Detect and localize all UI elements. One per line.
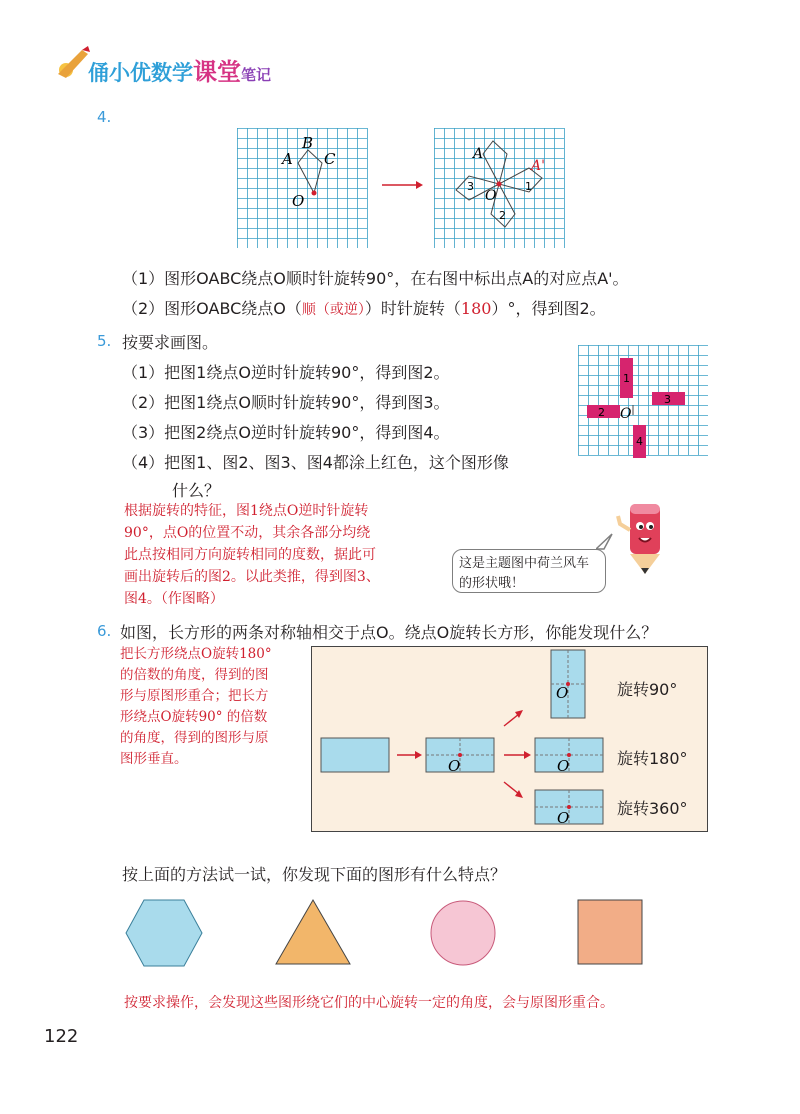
label-o-right: O: [485, 188, 497, 204]
label-1: 1: [525, 180, 532, 193]
q5-answer-line-1: 根据旋转的特征，图1绕点O逆时针旋转: [124, 503, 369, 519]
q5-label-3: 3: [664, 393, 671, 406]
q4-answer-angle: 180: [460, 299, 492, 318]
q5-label-o: O: [620, 406, 632, 422]
bubble-tail: [596, 532, 614, 550]
rotate-90-label: 旋转90°: [617, 680, 678, 699]
q4-line1: （1）图形OABC绕点O顺时针旋转90°，在右图中标出点A的对应点A'。: [122, 269, 629, 288]
label-a-right: A: [473, 146, 484, 162]
logo-text-3: 课堂: [193, 58, 241, 86]
q5-item-4-cont: 什么？: [172, 481, 221, 500]
bubble-line-2: 的形状哦！: [459, 576, 525, 591]
circle-shape: [428, 898, 498, 968]
q5-item-1: （1）把图1绕点O逆时针旋转90°，得到图2。: [122, 363, 450, 382]
q5-item-2: （2）把图1绕点O顺时针旋转90°，得到图3。: [122, 393, 450, 412]
o-label-2: O: [556, 684, 569, 702]
q4-line2-pre: （2）图形OABC绕点O（: [122, 299, 302, 318]
hexagon-shape: [124, 898, 204, 968]
arrow-icon: [380, 178, 424, 192]
q4-answer-direction: 顺（或逆）: [301, 302, 365, 318]
label-b: B: [302, 134, 314, 152]
q4-number: 4.: [97, 108, 112, 126]
q4-line2: [122, 296, 606, 319]
label-a-prime: A': [531, 158, 545, 174]
bubble-line-1: 这是主题图中荷兰风车: [459, 556, 590, 571]
pencil-mascot-icon: [616, 500, 672, 576]
q5-item-4: （4）把图1、图2、图3、图4都涂上红色，这个图形像: [122, 453, 509, 472]
triangle-shape: [274, 898, 352, 968]
q6-answer-line-1: 把长方形绕点O旋转180°: [120, 646, 272, 662]
q4-shape-right: [433, 128, 567, 250]
q5-item-3: （3）把图2绕点O逆时针旋转90°，得到图4。: [122, 423, 450, 442]
o-label-1: O: [448, 757, 461, 775]
logo-text-2: 数学: [151, 61, 193, 85]
rotate-360-label: 旋转360°: [617, 799, 688, 818]
q4-line2-mid: ）时针旋转（: [364, 299, 461, 318]
speech-bubble: [452, 549, 606, 593]
q5-number: 5.: [97, 332, 112, 350]
q4-shape-left: [236, 128, 370, 250]
square-shape: [576, 898, 646, 968]
q5-answer-line-2: 90°，点O的位置不动，其余各部分均绕: [124, 525, 371, 541]
label-3: 3: [467, 180, 474, 193]
label-a: A: [282, 150, 293, 168]
q6-answer-line-6: 图形垂直。: [120, 751, 188, 767]
q6-answer: [120, 644, 272, 770]
q6-answer-line-4: 形绕点O旋转90° 的倍数: [120, 709, 268, 725]
label-o: O: [292, 192, 305, 210]
q5-answer-line-4: 画出旋转后的图2。以此类推，得到图3、: [124, 569, 380, 585]
q6-question: 如图，长方形的两条对称轴相交于点O。绕点O旋转长方形，你能发现什么？: [120, 623, 658, 642]
q6-final-answer: 按要求操作，会发现这些图形绕它们的中心旋转一定的角度，会与原图形重合。: [124, 995, 614, 1011]
q6-number: 6.: [97, 622, 112, 640]
q4-line2-post: ）°，得到图2。: [491, 299, 606, 318]
label-2: 2: [499, 209, 506, 222]
q5-label-4: 4: [636, 435, 643, 448]
q5-answer: [124, 500, 380, 610]
q5-answer-line-3: 此点按相同方向旋转相同的度数，据此可: [124, 547, 376, 563]
o-label-3: O: [557, 757, 570, 775]
q6-answer-line-2: 的倍数的角度，得到的图: [120, 667, 269, 683]
header-title: [88, 52, 271, 87]
rotate-180-label: 旋转180°: [617, 749, 688, 768]
q6-answer-line-5: 的角度，得到的图形与原: [120, 730, 269, 746]
q5-answer-line-5: 图4。（作图略）: [124, 591, 224, 607]
logo-text-1: 俑小优: [88, 61, 151, 85]
q6-answer-line-3: 形与原图形重合；把长方: [120, 688, 269, 704]
o-label-4: O: [557, 809, 570, 827]
logo-text-4: 笔记: [241, 66, 272, 84]
q6-followup: 按上面的方法试一试，你发现下面的图形有什么特点？: [122, 865, 507, 884]
q5-shapes: [578, 345, 708, 463]
q5-title: 按要求画图。: [122, 333, 219, 352]
q5-label-2: 2: [598, 406, 605, 419]
label-c: C: [324, 150, 336, 168]
q5-label-1: 1: [623, 372, 630, 385]
page-number: 122: [44, 1026, 79, 1047]
